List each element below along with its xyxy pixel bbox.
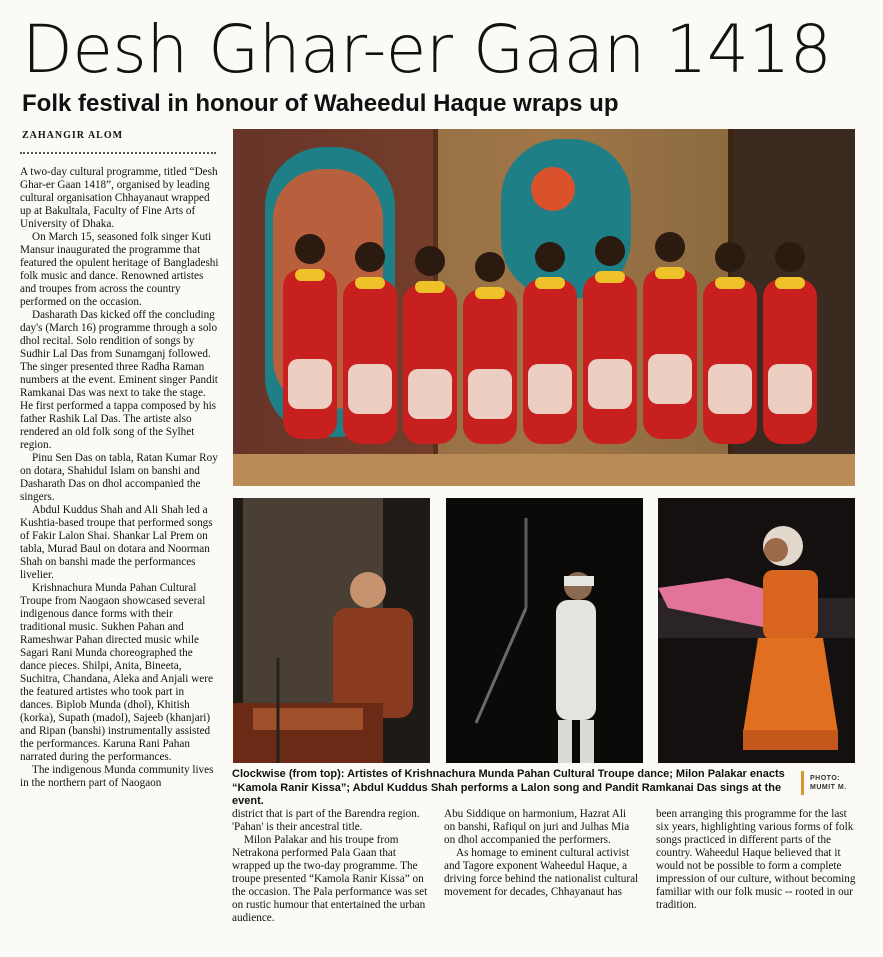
photo-credit: [810, 774, 847, 792]
article-column-1: [20, 166, 220, 790]
paragraph: Abdul Kuddus Shah and Ali Shah led a Kushtia-based troupe that performed songs of Fakir Lalon Shai. Shankar Lal Prem on tabla, Murad Baul on dotara and Noorman Shah on banshi made the performances livelier.: [20, 504, 213, 581]
photo-dance-troupe: [233, 129, 855, 486]
paragraph: Pinu Sen Das on tabla, Ratan Kumar Roy on dotara, Shahidul Islam on banshi and Dasharath Das on dhol accompanied the singers.: [20, 452, 218, 503]
paragraph: district that is part of the Barendra region. 'Pahan' is their ancestral title.: [232, 808, 420, 833]
paragraph: Milon Palakar and his troupe from Netrakona performed Pala Gaan that wrapped up the two-day programme. The troupe presented “Kamola Ranir Kissa” on the occasion. The Pala performance was set on rustic humour that entertained the urban audience.: [232, 834, 428, 924]
photo-lalon-singer: [446, 498, 643, 763]
credit-divider: [801, 771, 804, 795]
byline-divider: [20, 152, 216, 154]
paragraph: As homage to eminent cultural activist and Tagore exponent Waheedul Haque, a driving force behind the nationalist cultural movement for decades, Chhayanaut has: [444, 847, 639, 898]
photo-pala-performer-image: [658, 498, 855, 763]
byline: ZAHANGIR ALOM: [22, 130, 124, 141]
paragraph: On March 15, seasoned folk singer Kuti Mansur inaugurated the programme that featured the opulent heritage of Bangladeshi folk music and dance. Renowned artistes and troupes from across the country performed on the occasion.: [20, 231, 219, 308]
article-column-2: [232, 808, 432, 925]
paragraph: been arranging this programme for the last six years, highlighting various forms of folk songs practiced in different parts of the country. Waheedul Haque believed that it would not be possible to form a complete impression of our culture, without becoming familiar with our folk music -- rooted in our tradition.: [656, 808, 856, 911]
paragraph: Krishnachura Munda Pahan Cultural Troupe from Naogaon showcased several indigenous dance forms with their traditional music. Sukhen Pahan and Rameshwar Pahan directed music while Sagari Rani Munda choreographed the dance pieces. Shilpi, Anita, Bineeta, Suchitra, Chandana, Aleka and Anjali were the featured artistes who took part in dances. Biplob Munda (dhol), Khitish (korka), Supath (madol), Sajeeb (khanjari) and Ripan (banshi) instrumentally assisted the performances. Karuna Rani Pahan narrated during the performances.: [20, 582, 213, 763]
photo-singer-harmonium-image: [233, 498, 430, 763]
subhead-suffix: wraps up: [506, 90, 619, 117]
photo-credit-name: MUMIT M.: [810, 784, 847, 791]
paragraph: Dasharath Das kicked off the concluding day's (March 16) programme through a solo dhol recital. Solo rendition of songs by Sudhir Lal Das from Sunamganj followed. The singer presented three Radha Raman numbers at the event. Eminent singer Pandit Ramkanai Das was next to take the stage. He first performed a tappa composed by his father Rashik Lal Das. The artiste also rendered an old folk song of the Sylhet region.: [20, 309, 218, 451]
paragraph: Abu Siddique on harmonium, Hazrat Ali on banshi, Rafiqul on juri and Julhas Mia on dhol accompanied the performers.: [444, 808, 630, 846]
photo-credit-label: PHOTO:: [810, 775, 841, 782]
subhead: [22, 88, 619, 120]
subhead-name: Waheedul Haque: [314, 90, 507, 117]
paragraph: The indigenous Munda community lives in the northern part of Naogaon: [20, 764, 214, 789]
paragraph: A two-day cultural programme, titled “Desh Ghar-er Gaan 1418”, organised by leading cultural organisation Chhayanaut wrapped up at Bakultala, Faculty of Fine Arts of University of Dhaka.: [20, 166, 218, 230]
photo-caption: Clockwise (from top): Artistes of Krishnachura Munda Pahan Cultural Troupe dance; Milon Palakar enacts “Kamola Ranir Kissa”; Abdul Kuddus Shah performs a Lalon song and Pandit Ramkanai Das sings at the event.: [232, 768, 785, 807]
photo-pala-performer: [658, 498, 855, 763]
photo-lalon-singer-image: [446, 498, 643, 763]
article-column-3: [444, 808, 640, 899]
article-column-4: [656, 808, 862, 912]
photo-singer-harmonium: [233, 498, 430, 763]
subhead-prefix: Folk festival in honour of: [22, 90, 315, 117]
headline: Desh Ghar-er Gaan 1418: [22, 11, 832, 88]
photo-dance-troupe-image: [233, 129, 855, 486]
